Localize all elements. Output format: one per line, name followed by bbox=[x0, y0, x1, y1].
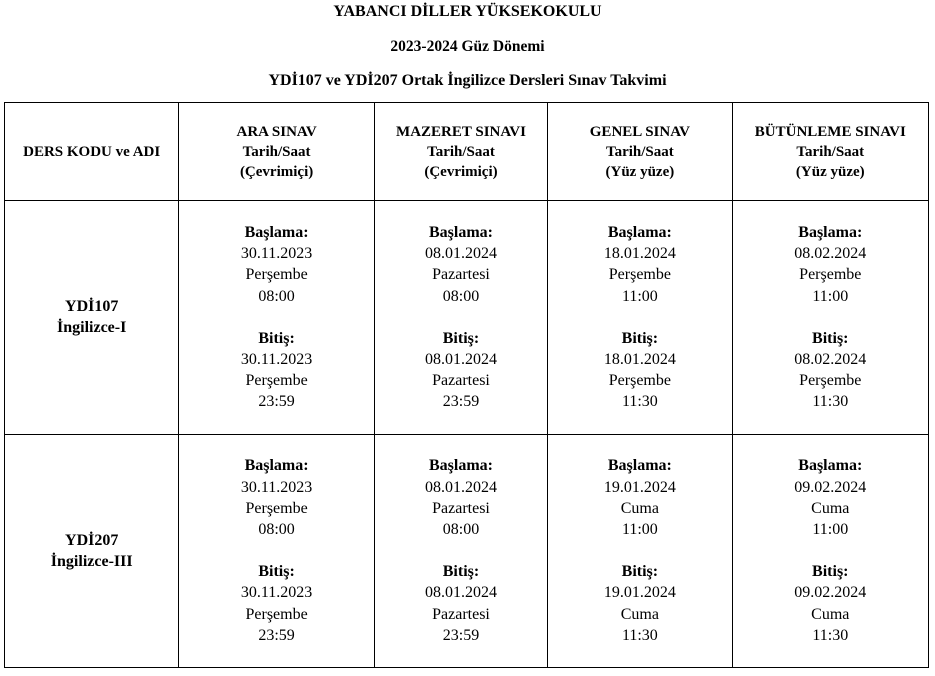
end-time: 23:59 bbox=[258, 393, 295, 411]
exam-name: ARA SINAV bbox=[236, 123, 317, 140]
exam-mode: (Yüz yüze) bbox=[795, 163, 865, 180]
exam-slot bbox=[179, 434, 374, 667]
course-cell bbox=[5, 434, 179, 667]
end-label: Bitiş: bbox=[442, 329, 480, 347]
exam-column-header bbox=[732, 103, 928, 201]
start-day: Perşembe bbox=[245, 266, 308, 284]
course-name: İngilizce-I bbox=[57, 319, 127, 337]
end-date: 30.11.2023 bbox=[240, 584, 313, 602]
start-date: 18.01.2024 bbox=[603, 245, 676, 263]
start-day: Perşembe bbox=[245, 499, 308, 517]
start-label: Başlama: bbox=[244, 457, 309, 475]
end-date: 09.02.2024 bbox=[794, 584, 867, 602]
end-time: 11:30 bbox=[812, 626, 849, 644]
end-time: 23:59 bbox=[442, 626, 480, 644]
exam-slot bbox=[548, 434, 732, 667]
start-day: Pazartesi bbox=[432, 266, 490, 284]
end-day: Pazartesi bbox=[432, 605, 490, 623]
exam-name: MAZERET SINAVI bbox=[396, 123, 526, 140]
start-day: Perşembe bbox=[799, 266, 862, 284]
end-day: Perşembe bbox=[608, 372, 671, 390]
table-row bbox=[5, 201, 929, 434]
schedule-title: YDİ107 ve YDİ207 Ortak İngilizce Dersleri Sınav Takvimi bbox=[268, 72, 667, 89]
course-cell bbox=[5, 201, 179, 434]
exam-column-header bbox=[548, 103, 732, 201]
start-label: Başlama: bbox=[798, 457, 863, 475]
end-day: Perşembe bbox=[245, 605, 308, 623]
start-label: Başlama: bbox=[798, 224, 863, 242]
start-day: Perşembe bbox=[608, 266, 671, 284]
end-label: Bitiş: bbox=[812, 563, 849, 581]
course-column-header bbox=[5, 103, 179, 201]
start-day: Cuma bbox=[620, 499, 659, 517]
start-time: 11:00 bbox=[621, 521, 658, 539]
exam-column-header bbox=[374, 103, 547, 201]
end-label: Bitiş: bbox=[442, 563, 480, 581]
end-time: 23:59 bbox=[258, 626, 295, 644]
start-time: 11:00 bbox=[621, 287, 658, 305]
start-label: Başlama: bbox=[428, 224, 493, 242]
start-label: Başlama: bbox=[607, 457, 672, 475]
table-row bbox=[5, 434, 929, 667]
exam-slot bbox=[732, 434, 928, 667]
exam-mode: (Çevrimiçi) bbox=[424, 163, 498, 180]
start-label: Başlama: bbox=[428, 457, 493, 475]
start-time: 08:00 bbox=[442, 521, 480, 539]
start-time: 08:00 bbox=[442, 287, 480, 305]
end-date: 08.01.2024 bbox=[424, 351, 497, 369]
start-time: 08:00 bbox=[258, 287, 295, 305]
exam-sub: Tarih/Saat bbox=[796, 143, 865, 160]
end-date: 08.01.2024 bbox=[424, 584, 497, 602]
exam-slot bbox=[732, 201, 928, 434]
start-date: 09.02.2024 bbox=[794, 478, 867, 496]
end-day: Pazartesi bbox=[432, 372, 490, 390]
end-date: 30.11.2023 bbox=[240, 351, 313, 369]
end-label: Bitiş: bbox=[621, 329, 659, 347]
start-date: 08.02.2024 bbox=[794, 245, 867, 263]
school-title: YABANCI DİLLER YÜKSEKOKULU bbox=[333, 3, 602, 20]
exam-column-header bbox=[179, 103, 374, 201]
end-day: Perşembe bbox=[245, 372, 308, 390]
start-date: 30.11.2023 bbox=[240, 245, 313, 263]
exam-schedule-table bbox=[4, 102, 929, 668]
end-time: 11:30 bbox=[621, 393, 658, 411]
end-day: Perşembe bbox=[799, 372, 862, 390]
end-label: Bitiş: bbox=[258, 563, 295, 581]
end-label: Bitiş: bbox=[258, 329, 295, 347]
start-date: 08.01.2024 bbox=[424, 478, 497, 496]
exam-name: BÜTÜNLEME SINAVI bbox=[754, 123, 906, 140]
exam-sub: Tarih/Saat bbox=[427, 143, 495, 160]
end-date: 08.02.2024 bbox=[794, 351, 867, 369]
start-label: Başlama: bbox=[607, 224, 672, 242]
start-time: 08:00 bbox=[258, 521, 295, 539]
exam-sub: Tarih/Saat bbox=[605, 143, 674, 160]
start-date: 30.11.2023 bbox=[240, 478, 313, 496]
end-day: Cuma bbox=[620, 605, 659, 623]
course-name: İngilizce-III bbox=[50, 552, 133, 570]
exam-slot bbox=[374, 201, 547, 434]
term-title: 2023-2024 Güz Dönemi bbox=[390, 38, 545, 55]
end-date: 18.01.2024 bbox=[603, 351, 676, 369]
exam-mode: (Yüz yüze) bbox=[605, 163, 675, 180]
exam-slot bbox=[374, 434, 547, 667]
exam-sub: Tarih/Saat bbox=[242, 143, 311, 160]
end-time: 11:30 bbox=[812, 393, 849, 411]
exam-name: GENEL SINAV bbox=[589, 123, 690, 140]
course-column-label: DERS KODU ve ADI bbox=[23, 143, 161, 160]
exam-slot bbox=[548, 201, 732, 434]
exam-mode: (Çevrimiçi) bbox=[239, 163, 314, 180]
start-label: Başlama: bbox=[244, 224, 309, 242]
table-header-row bbox=[5, 103, 929, 201]
start-day: Cuma bbox=[811, 499, 850, 517]
end-label: Bitiş: bbox=[812, 329, 849, 347]
end-time: 11:30 bbox=[621, 626, 658, 644]
exam-slot bbox=[179, 201, 374, 434]
end-label: Bitiş: bbox=[621, 563, 659, 581]
start-date: 08.01.2024 bbox=[424, 245, 497, 263]
end-date: 19.01.2024 bbox=[603, 584, 676, 602]
start-day: Pazartesi bbox=[432, 499, 490, 517]
start-time: 11:00 bbox=[812, 287, 849, 305]
end-time: 23:59 bbox=[442, 393, 480, 411]
course-code: YDİ207 bbox=[65, 531, 119, 549]
start-time: 11:00 bbox=[812, 521, 849, 539]
course-code: YDİ107 bbox=[65, 298, 119, 316]
start-date: 19.01.2024 bbox=[603, 478, 676, 496]
end-day: Cuma bbox=[811, 605, 850, 623]
